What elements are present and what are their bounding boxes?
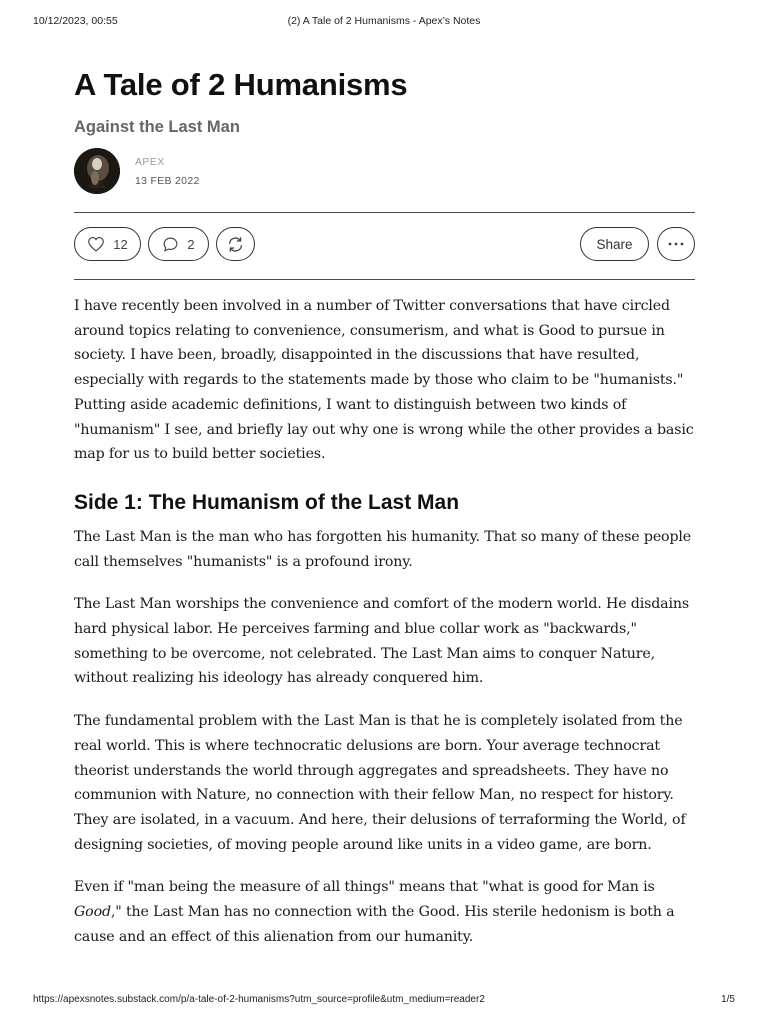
article-title: A Tale of 2 Humanisms	[74, 67, 408, 102]
like-count: 12	[113, 236, 128, 252]
more-options-button[interactable]	[657, 227, 695, 261]
byline-text	[135, 155, 200, 188]
heart-icon	[87, 236, 105, 252]
divider-bottom	[74, 279, 695, 280]
print-url: https://apexsnotes.substack.com/p/a-tale-of-2-humanisms?utm_source=profile&utm_medium=reader2	[33, 994, 485, 1005]
article-subtitle: Against the Last Man	[74, 118, 240, 136]
print-datetime: 10/12/2023, 00:55	[33, 15, 118, 27]
author-avatar[interactable]	[74, 148, 120, 194]
emphasis-text: Good	[74, 904, 111, 921]
share-button[interactable]: Share	[580, 227, 649, 261]
publish-date: 13 FEB 2022	[135, 174, 200, 187]
print-footer	[0, 994, 768, 1008]
article	[74, 66, 695, 949]
paragraph-last-man-intro: The Last Man is the man who has forgotten his humanity. That so many of these people call themselves "humanists" is a profound irony.	[74, 528, 692, 570]
paragraph-text: ," the Last Man has no connection with the Good. His sterile hedonism is both a cause and an effect of this alienation from our humanity.	[74, 904, 675, 945]
speech-bubble-icon	[162, 236, 179, 253]
like-button[interactable]	[74, 227, 141, 261]
paragraph-isolation: The fundamental problem with the Last Man is that he is completely isolated from the real world. This is where technocratic delusions are born. Your average technocrat theorist understands the world through aggregates and spreadsheets. They have no communion with Nature, no connection with their fellow Man, no respect for history. They are isolated, in a vacuum. And here, their delusions of terraforming the World, of designing societies, of moving people around like units in a video game, are born.	[74, 713, 686, 853]
ellipsis-icon	[667, 241, 685, 247]
section-heading: Side 1: The Humanism of the Last Man	[74, 490, 460, 514]
paragraph-intro: I have recently been involved in a number of Twitter conversations that have circled around topics relating to convenience, consumerism, and what is Good to pursue in society. I have been, broadly, disappointed in the discussions that have resulted, especially with regards to the statements made by those who claim to be "humanists." Putting aside academic definitions, I want to distinguish between two kinds of "humanism" I see, and briefly lay out why one is wrong while the other provides a basic map for us to build better societies.	[74, 298, 694, 463]
comment-count: 2	[187, 236, 195, 252]
print-page-number: 1/5	[721, 994, 735, 1005]
action-bar	[74, 213, 695, 279]
paragraph-convenience: The Last Man worships the convenience and comfort of the modern world. He disdains hard physical labor. He perceives farming and blue collar work as "backwards," something to be overcome, not celebrated. The Last Man aims to conquer Nature, without realizing his ideology has already conquered him.	[74, 596, 689, 687]
print-page-title: (2) A Tale of 2 Humanisms - Apex’s Notes	[287, 15, 481, 27]
comment-button[interactable]	[148, 227, 209, 261]
paragraph-text: Even if "man being the measure of all things" means that "what is good for Man is	[74, 879, 655, 896]
byline	[74, 148, 695, 194]
restack-button[interactable]	[216, 227, 255, 261]
print-header	[0, 15, 768, 29]
paragraph-measure-of-man	[74, 875, 695, 949]
restack-arrows-icon	[226, 235, 245, 254]
author-name[interactable]: APEX	[135, 155, 165, 168]
